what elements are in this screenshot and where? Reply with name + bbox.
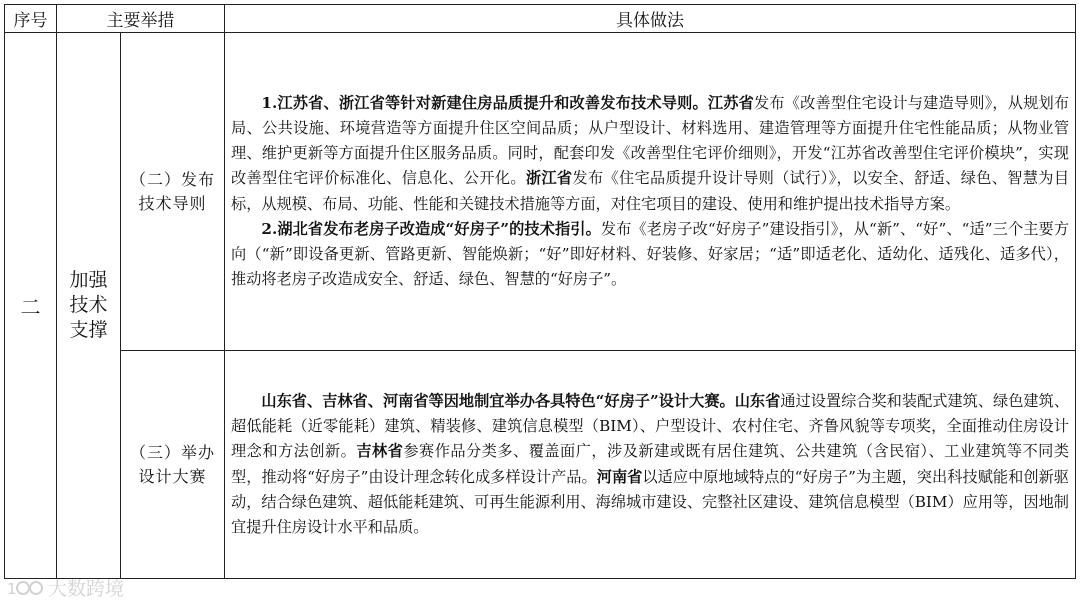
detail-bold-text: 浙江省 <box>525 169 573 188</box>
detail-cell <box>225 351 1076 579</box>
detail-bold-text: 河南省 <box>596 467 643 486</box>
header-row <box>5 5 1076 33</box>
sub-measure-line: 技术导则 <box>138 193 207 213</box>
detail-bold-text: 1.江苏省、浙江省等针对新建住房品质提升和改善发布技术导则。 <box>261 93 708 112</box>
svg-text:1: 1 <box>7 579 17 598</box>
measures-table <box>4 4 1076 579</box>
main-measure-cell <box>57 33 121 579</box>
sub-measure-cell <box>121 33 225 351</box>
table-row <box>5 351 1076 579</box>
detail-text: 发布《老房子改“好房子”建设指引》，从“新”、“好”、“适”三个主要方向（“新”即设备更新、管路更新、智能焕新；“好”即好材料、好装修、好家居；“适”即适老化、适幼化、适残化、适多代），推动将老房子改造成安全、舒适、绿色、智慧的“好房子”。 <box>231 219 1070 289</box>
header-main-measures: 主要举措 <box>57 5 225 33</box>
detail-paragraph <box>231 91 1069 217</box>
sub-measure-line: （三）举办 <box>129 442 215 462</box>
detail-text: 发布《住宅品质提升设计导则（试行）》，以安全、舒适、绿色、智慧为目标，从规模、布局、功能、性能和关键技术措施等方面，对住宅项目的建设、使用和维护提出技术指导方案。 <box>231 169 1070 213</box>
sub-measure-cell <box>121 351 225 579</box>
detail-bold-text: 吉林省 <box>356 442 404 461</box>
main-measure-line: 技术 <box>69 294 108 316</box>
watermark-text: 大数跨境 <box>48 578 125 600</box>
detail-text: 发布《改善型住宅设计与建造导则》，从规划布局、公共设施、环境营造等方面提升住区空间品质；从户型设计、材料选用、建造管理等方面提升住宅性能品质；从物业管理、维护更新等方面提升住区服务品质。同时，配套印发《改善型住宅评价细则》，开发“江苏省改善型住宅评价模块”，实现改善型住宅评价标准化、信息化、公开化。 <box>231 93 1070 188</box>
watermark <box>6 574 124 601</box>
detail-text: 以适应中原地域特点的“好房子”为主题，突出科技赋能和创新驱动，结合绿色建筑、超低能耗建筑、可再生能源利用、海绵城市建设、完整社区建设、建筑信息模型（BIM）应用等，因地制宜提升住房设计水平和品质。 <box>231 467 1069 536</box>
detail-text: 通过设置综合奖和装配式建筑、绿色建筑、超低能耗（近零能耗）建筑、精装修、建筑信息模型（BIM）、户型设计、农村住宅、齐鲁风貌等专项奖，全面推动住房设计理念和方法创新。 <box>231 391 1070 461</box>
dashuju-logo-icon <box>6 577 44 599</box>
detail-text: 参赛作品分类多、覆盖面广，涉及新建或既有居住建筑、公共建筑（含民宿）、工业建筑等不同类型，推动将“好房子”由设计理念转化成多样设计产品。 <box>231 442 1070 486</box>
seq-cell: 二 <box>5 33 57 579</box>
detail-bold-text: 山东省、吉林省、河南省等因地制宜举办各具特色“好房子”设计大赛。 <box>261 391 735 410</box>
main-measure-line: 支撑 <box>69 319 108 341</box>
header-details: 具体做法 <box>225 5 1076 33</box>
table-row <box>5 33 1076 351</box>
detail-bold-text: 2.湖北省发布老房子改造成“好房子”的技术指引。 <box>261 219 601 238</box>
detail-bold-text: 山东省 <box>734 391 781 410</box>
main-measure-line: 加强 <box>69 269 108 291</box>
detail-cell <box>225 33 1076 351</box>
detail-bold-text: 江苏省 <box>707 93 754 112</box>
sub-measure-line: 设计大赛 <box>138 466 207 486</box>
sub-measure-line: （二）发布 <box>129 169 215 189</box>
header-seq: 序号 <box>5 5 57 33</box>
detail-paragraph <box>231 389 1069 540</box>
detail-paragraph <box>231 217 1069 293</box>
